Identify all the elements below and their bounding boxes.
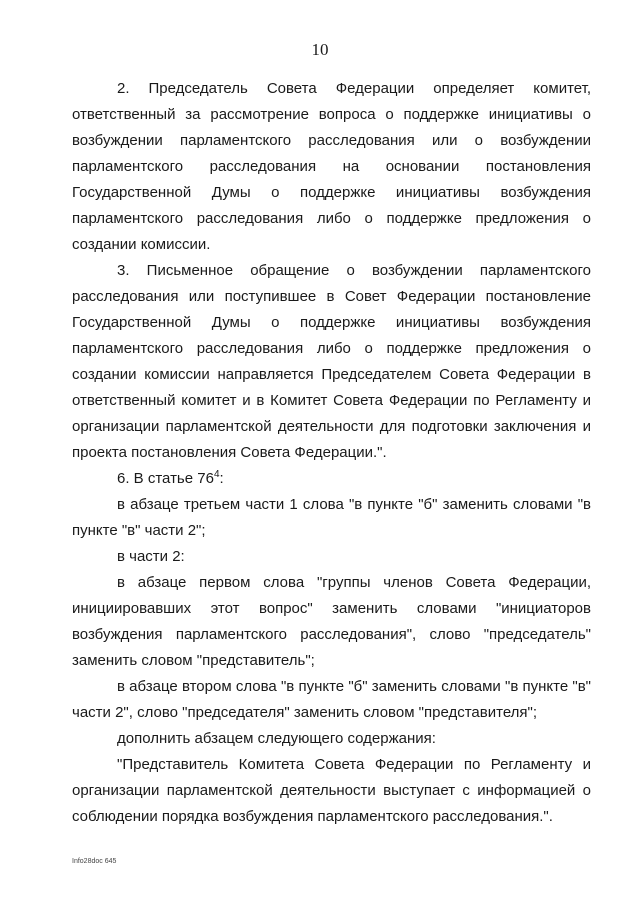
- paragraph-item-2: 2. Председатель Совета Федерации определяет комитет, ответственный за рассмотрение вопроса о поддержке инициативы о возбуждении парламентского расследования или о возбуждении парламентского расследования на основании постановления Государственной Думы о поддержке инициативы возбуждения парламентского расследования либо о поддержке предложения о создании комиссии.: [72, 80, 591, 253]
- paragraph-add-abzac: дополнить абзацем следующего содержания:: [117, 730, 436, 747]
- paragraph-second-abzac: в абзаце втором слова "в пункте "б" заменить словами "в пункте "в" части 2", слово "председателя" заменить словом "представителя";: [72, 678, 591, 721]
- paragraph-article-76-4: [72, 466, 591, 492]
- paragraph-first-abzac: в абзаце первом слова "группы членов Совета Федерации, инициировавших этот вопрос" заменить словами "инициаторов возбуждения парламентского расследования", слово "председатель" заменить словом "представитель";: [72, 574, 591, 669]
- page-number: 10: [311, 40, 329, 59]
- paragraph-part-1-amendment: в абзаце третьем части 1 слова "в пункте "б" заменить словами "в пункте "в" части 2";: [72, 496, 591, 539]
- article-heading-end: :: [219, 470, 224, 487]
- paragraph-quoted-abzac: "Представитель Комитета Совета Федерации по Регламенту и организации парламентской деятельности выступает с информацией о соблюдении порядка возбуждения парламентского расследования.".: [72, 756, 591, 825]
- article-heading-text: 6. В статье 76: [117, 470, 214, 487]
- paragraph-part-2-intro: в части 2:: [117, 548, 185, 565]
- document-body: [72, 76, 591, 830]
- paragraph-item-3: 3. Письменное обращение о возбуждении парламентского расследования или поступившее в Совет Федерации постановление Государственной Думы о поддержке инициативы возбуждения парламентского расследования либо о поддержке предложения о создании комиссии направляется Председателем Совета Федерации в ответственный комитет и в Комитет Совета Федерации по Регламенту и организации парламентской деятельности для подготовки заключения и проекта постановления Совета Федерации.".: [72, 262, 591, 461]
- article-superscript: 4: [213, 469, 220, 480]
- footer-file-label: Info28doc 645: [72, 858, 117, 865]
